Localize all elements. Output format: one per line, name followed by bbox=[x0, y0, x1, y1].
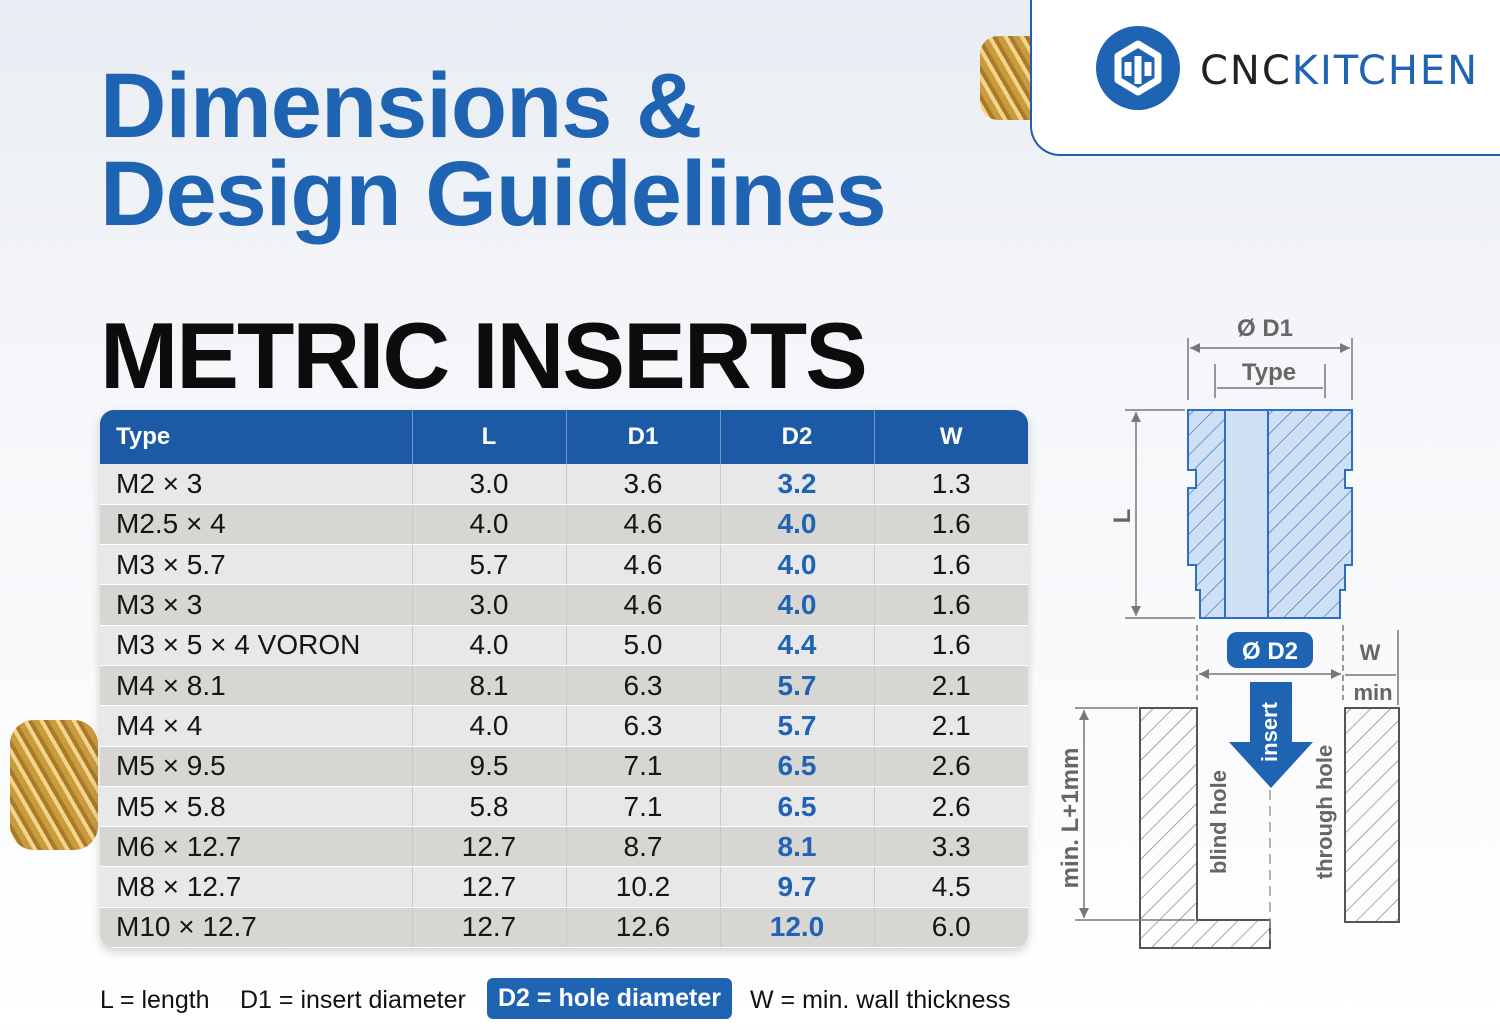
cell-d1: 3.6 bbox=[566, 464, 720, 504]
cell-l: 3.0 bbox=[412, 464, 566, 504]
table-header-row bbox=[100, 410, 1028, 464]
cell-d1: 4.6 bbox=[566, 585, 720, 625]
cell-type: M4 × 4 bbox=[100, 706, 412, 746]
table-row bbox=[100, 585, 1028, 625]
cell-w: 1.6 bbox=[874, 545, 1028, 585]
column-header-l: L bbox=[412, 410, 566, 464]
blind-hole-label: blind hole bbox=[1206, 770, 1231, 874]
column-header-type: Type bbox=[100, 410, 412, 464]
cell-w: 1.6 bbox=[874, 585, 1028, 625]
column-header-d2: D2 bbox=[720, 410, 874, 464]
legend-hole-diameter: D2 = hole diameter bbox=[487, 978, 732, 1019]
cell-d1: 4.6 bbox=[566, 545, 720, 585]
l-dimension bbox=[1109, 410, 1195, 618]
table-row bbox=[100, 827, 1028, 867]
cell-d1: 8.7 bbox=[566, 827, 720, 867]
cell-d1: 6.3 bbox=[566, 706, 720, 746]
depth-label: min. L+1mm bbox=[1057, 747, 1084, 889]
table-row bbox=[100, 665, 1028, 705]
cell-d2: 4.0 bbox=[720, 504, 874, 544]
cell-l: 12.7 bbox=[412, 827, 566, 867]
cell-d2: 8.1 bbox=[720, 827, 874, 867]
d1-label: Ø D1 bbox=[1236, 315, 1294, 342]
brass-insert-image bbox=[10, 720, 98, 850]
table-row bbox=[100, 706, 1028, 746]
cell-l: 8.1 bbox=[412, 665, 566, 705]
logo-wordmark bbox=[1200, 48, 1479, 94]
cell-type: M3 × 5.7 bbox=[100, 545, 412, 585]
dimensions-table bbox=[100, 410, 1028, 948]
table-row bbox=[100, 907, 1028, 947]
table-row bbox=[100, 464, 1028, 504]
cell-type: M8 × 12.7 bbox=[100, 867, 412, 907]
cell-w: 1.6 bbox=[874, 504, 1028, 544]
cell-l: 5.8 bbox=[412, 786, 566, 826]
cell-type: M5 × 5.8 bbox=[100, 786, 412, 826]
cell-l: 4.0 bbox=[412, 706, 566, 746]
cell-w: 6.0 bbox=[874, 907, 1028, 947]
table-row bbox=[100, 504, 1028, 544]
cell-l: 3.0 bbox=[412, 585, 566, 625]
w-dimension bbox=[1345, 630, 1398, 705]
insert-diagram bbox=[1040, 300, 1480, 960]
cell-type: M5 × 9.5 bbox=[100, 746, 412, 786]
column-header-d1: D1 bbox=[566, 410, 720, 464]
cell-d1: 12.6 bbox=[566, 907, 720, 947]
cell-type: M4 × 8.1 bbox=[100, 665, 412, 705]
cell-d2: 5.7 bbox=[720, 706, 874, 746]
through-hole-label: through hole bbox=[1312, 744, 1337, 880]
cell-type: M6 × 12.7 bbox=[100, 827, 412, 867]
cell-w: 2.6 bbox=[874, 786, 1028, 826]
cell-d2: 4.4 bbox=[720, 625, 874, 665]
cell-d1: 6.3 bbox=[566, 665, 720, 705]
cell-l: 5.7 bbox=[412, 545, 566, 585]
l-label: L bbox=[1109, 508, 1136, 524]
insert-label: insert bbox=[1257, 702, 1282, 762]
cell-w: 2.1 bbox=[874, 665, 1028, 705]
section-heading: METRIC INSERTS bbox=[100, 303, 866, 408]
cell-d2: 6.5 bbox=[720, 786, 874, 826]
cell-d1: 5.0 bbox=[566, 625, 720, 665]
type-label: Type bbox=[1241, 359, 1297, 386]
title-line-2: Design Guidelines bbox=[100, 143, 886, 245]
through-hole-section bbox=[1345, 708, 1399, 922]
legend-insert-diameter: D1 = insert diameter bbox=[240, 986, 466, 1014]
cell-w: 3.3 bbox=[874, 827, 1028, 867]
cell-l: 9.5 bbox=[412, 746, 566, 786]
cell-l: 12.7 bbox=[412, 907, 566, 947]
cell-d2: 12.0 bbox=[720, 907, 874, 947]
cell-w: 1.6 bbox=[874, 625, 1028, 665]
cell-d1: 4.6 bbox=[566, 504, 720, 544]
cell-l: 12.7 bbox=[412, 867, 566, 907]
w-label: W bbox=[1359, 640, 1381, 665]
table-row bbox=[100, 867, 1028, 907]
d1-dimension bbox=[1188, 315, 1352, 400]
cell-type: M3 × 5 × 4 VORON bbox=[100, 625, 412, 665]
table-row bbox=[100, 746, 1028, 786]
cell-w: 4.5 bbox=[874, 867, 1028, 907]
cell-l: 4.0 bbox=[412, 625, 566, 665]
insert-arrow-icon bbox=[1229, 682, 1313, 788]
cell-d2: 5.7 bbox=[720, 665, 874, 705]
cnc-kitchen-logo-icon bbox=[1096, 26, 1180, 110]
min-label: min bbox=[1353, 680, 1393, 705]
legend-wall-thickness: W = min. wall thickness bbox=[750, 986, 1011, 1014]
cell-d2: 9.7 bbox=[720, 867, 874, 907]
insert-cross-section bbox=[1188, 410, 1352, 618]
cell-l: 4.0 bbox=[412, 504, 566, 544]
column-header-w: W bbox=[874, 410, 1028, 464]
page-title bbox=[100, 55, 886, 245]
title-line-1: Dimensions & bbox=[100, 55, 702, 157]
cell-type: M2.5 × 4 bbox=[100, 504, 412, 544]
cell-w: 1.3 bbox=[874, 464, 1028, 504]
cell-d1: 10.2 bbox=[566, 867, 720, 907]
d2-label: Ø D2 bbox=[1241, 638, 1299, 665]
table-row bbox=[100, 625, 1028, 665]
cell-d2: 4.0 bbox=[720, 545, 874, 585]
logo-panel bbox=[1030, 0, 1500, 156]
table-row bbox=[100, 545, 1028, 585]
table-row bbox=[100, 786, 1028, 826]
cell-d2: 3.2 bbox=[720, 464, 874, 504]
legend bbox=[100, 978, 1030, 1022]
cell-type: M3 × 3 bbox=[100, 585, 412, 625]
logo-prefix: CNC bbox=[1200, 48, 1292, 94]
cell-d1: 7.1 bbox=[566, 746, 720, 786]
cell-type: M10 × 12.7 bbox=[100, 907, 412, 947]
cell-w: 2.1 bbox=[874, 706, 1028, 746]
cell-w: 2.6 bbox=[874, 746, 1028, 786]
legend-length: L = length bbox=[100, 986, 210, 1014]
cell-d1: 7.1 bbox=[566, 786, 720, 826]
logo-suffix: KITCHEN bbox=[1291, 48, 1480, 94]
cell-type: M2 × 3 bbox=[100, 464, 412, 504]
cell-d2: 6.5 bbox=[720, 746, 874, 786]
cell-d2: 4.0 bbox=[720, 585, 874, 625]
